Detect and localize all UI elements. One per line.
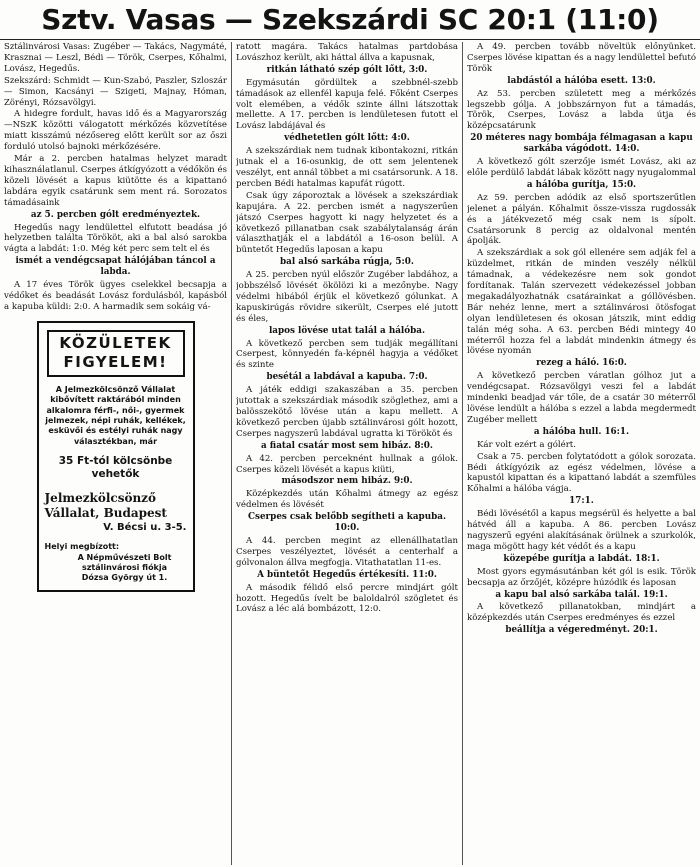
headline: Sztv. Vasas — Szekszárdi SC 20:1 (11:0) xyxy=(0,0,700,40)
paragraph: A játék eddigi szakaszában a 35. percben jutottak a szekszárdiak második szöglethez, ami a balösszekötő lövése után a kapu mellett. A következő percben újabb sztálinvárosi gólt hozott, Cserpes nagyszerű labdával ugratta ki Törököt és xyxy=(236,385,458,439)
paragraph: Az 53. percben született meg a mérkőzés legszebb gólja. A jobbszárnyon fut a támadás, Török, Cserpes, Lovász a labda útja és középcsatárunk xyxy=(467,88,696,132)
goal-subhead: beállítja a végeredményt. 20:1. xyxy=(505,625,658,636)
paragraph: Már a 2. percben hatalmas helyzet maradt kihasználatlanul. Cserpes átkígyózott a védőkön és közeli lövését a kapus kiütötte és a kipattanó labdára egyik csatárunk sem ment rá. Sorozatos támadásaink xyxy=(4,154,227,208)
goal-subhead: ismét a vendégcsapat hálójában táncol a labda. xyxy=(15,256,216,278)
goal-subhead: a fiatal csatár most sem hibáz. 8:0. xyxy=(261,440,433,451)
paragraph: Csak a 75. percben folytatódott a gólok sorozata. Bédi átkígyózik az egész védelmen, lövése a kapustól kipattan és a kipattanó labdát a szemfüles Kőhalmi a hálóba vágja. xyxy=(467,451,696,495)
ad-price: 35 Ft-tól kölcsönbe vehetők xyxy=(58,455,173,481)
goal-subhead: Cserpes csak belőbb segítheti a kapuba. 10:0. xyxy=(247,512,447,534)
goal-subhead: 20 méteres nagy bombája félmagasan a kapu sarkába vágódott. 14:0. xyxy=(470,133,693,155)
paragraph: A 49. percben tovább növeltük előnyünket. Cserpes lövése kipattan és a nagy lendülettel befutó Török xyxy=(467,42,696,74)
goal-subhead: A büntetőt Hegedűs értékesíti. 11:0. xyxy=(257,569,437,580)
paragraph: Az 59. percben adódik az első sportszerűtlen jelenet a pályán. Kőhalmit össze-vissza rugdossák és a játékvezető még csak nem is sípolt. Csatársorunk 8 percig az oldalvonal mentén ápolják. xyxy=(467,192,696,247)
paragraph: Csak úgy záporoztak a lövések a szekszárdiak kapujára. A 22. percben ismét a nagyszerűen játszó Cserpes hagyott ki nagy helyzetet és a következő pillanatban csak szabálytalanság árán választhatják el a labdától a 16-oson belül. A büntetőt Hegedűs laposan a kapu xyxy=(236,190,458,256)
goal-subhead: védhetetlen gólt lőtt: 4:0. xyxy=(284,133,410,144)
goal-subhead: bal alsó sarkába rúgja, 5:0. xyxy=(280,257,414,268)
column-rule xyxy=(462,42,463,865)
ad-body: A Jelmezkölcsönző Vállalat kibővített raktárából minden alkalomra férfi-, női-, gyermek jelmezek, népi ruhák, kellékek, esküvői és estélyi ruhák nagy választékban, már xyxy=(45,384,186,446)
paragraph: Kár volt ezért a gólért. xyxy=(477,439,576,450)
paragraph: A szekszárdiak a sok gól ellenére sem adják fel a küzdelmet, ritkán de minden veszély nélkül támadnak, a védekezésre nem sok gondot fordítanak. Talán szervezett védekezéssel jobban megakadályozhatnák csatárainkat a góllövésben. Bár nehéz lenne, mert a sztálinvárosi ötösfogat olyan lendületesen és okosan játszik, mint eddig talán még soha. A 63. percben Bédi mintegy 40 méterről hozza fel a labdát mindenkin átmegy és lövése nyomán xyxy=(467,248,696,357)
article-column-1 xyxy=(4,42,227,865)
paragraph: A 25. percben nyúl először Zugéber labdához, a jobbszélső lövését ökölözi ki a mezőnybe. Nagy védelmi hibából érjük el következő gólunkat. A kapuskirúgás rövidre sikerült, Cserpes elé jutott és éles, xyxy=(236,270,458,324)
goal-subhead: besétál a labdával a kapuba. 7:0. xyxy=(266,372,428,383)
ad-agent-label: Helyi megbízott: xyxy=(44,542,120,552)
ad-address: V. Bécsi u. 3-5. xyxy=(103,522,187,534)
paragraph: Középkezdés után Kőhalmi átmegy az egész védelmen és lövését xyxy=(236,489,458,511)
paragraph: A 42. percben perceknént hullnak a gólok. Cserpes közeli lövését a kapus kiüti, xyxy=(236,453,458,475)
paragraph: Egymásután gördültek a szebbnél-szebb támadások az ellenfél kapuja felé. Főként Cserpes volt elemében, a védők szinte állni látszottak mellette. A 17. percben is lendületesen futott el Lovász labdájával és xyxy=(236,77,458,132)
goal-subhead: lapos lövése utat talál a hálóba. xyxy=(268,325,426,336)
goal-subhead: labdástól a hálóba esett. 13:0. xyxy=(507,75,656,86)
paragraph: A hidegre fordult, havas idő és a Magyarország—NSzK közötti válogatott mérkőzés közvetítése miatt kisszámú nézősereg előtt került sor az őszi forduló utolsó bajnoki mérkőzésére. xyxy=(4,109,227,153)
paragraph: A következő gólt szerzője ismét Lovász, aki az előle perdülő labdát lábak között nagy nyugalommal xyxy=(467,157,696,178)
goal-subhead: ritkán látható szép gólt lőtt, 3:0. xyxy=(266,64,428,75)
paragraph: A második félidő első percre mindjárt gólt hozott. Hegedűs ívelt be baloldalról szögletet és Lovász a léc alá bombázott, 12:0. xyxy=(236,582,458,615)
goal-subhead: a hálóba hull. 16:1. xyxy=(533,426,630,437)
paragraph: A következő percben váratlan gólhoz jut a vendégcsapat. Rózsavölgyi veszi fel a labdát mindenki beadjad vár tőle, de a csatár 30 méterről lövése lendült a hálóba s ezzel a labda megdermedt Zugéber mellett xyxy=(467,371,696,425)
column-rule xyxy=(231,42,232,865)
article-column-2 xyxy=(236,42,458,865)
paragraph: Bédi lövésétől a kapus megsérül és helyette a bal hátvéd áll a kapuba. A 86. percben Lovász nagyszerű egyéni alakításának örülnek a szurkolók, maga mögött hagy két védőt és a kapu xyxy=(467,509,696,552)
advertisement-box xyxy=(37,321,195,592)
ad-title: KÖZÜLETEK FIGYELEM! xyxy=(47,330,185,377)
goal-subhead: közepébe gurítja a labdát. 18:1. xyxy=(503,553,660,564)
paragraph: ratott magára. Takács hatalmas partdobása Lovászhoz került, aki háttal állva a kapusnak, xyxy=(236,42,458,63)
lineup-away: Szekszárd: Schmidt — Kun-Szabó, Paszler, Szloszár — Simon, Kacsányi — Szigeti, Majnay, Hóman, Zörényi, Rózsavölgyi. xyxy=(4,75,227,108)
paragraph: Most gyors egymásutánban két gól is esik. Török becsapja az őrzőjét, középre húzódik és laposan xyxy=(467,566,696,588)
paragraph: A 17 éves Török ügyes cselekkel becsapja a védőket és beadását Lovász fordulásból, kapásból a kapuba küldi: 2:0. A harmadik sem sokáig vá- xyxy=(4,280,227,312)
article-column-3 xyxy=(467,42,696,865)
goal-subhead: rezeg a háló. 16:0. xyxy=(536,358,627,369)
goal-subhead: másodszor nem hibáz. 9:0. xyxy=(281,476,413,487)
goal-subhead: az 5. percben gólt eredményeztek. xyxy=(30,209,201,220)
goal-subhead: a hálóba gurítja, 15:0. xyxy=(526,179,637,190)
paragraph: A szekszárdiak nem tudnak kibontakozni, ritkán jutnak el a 16-osunkig, de ott sem jelentenek veszélyt, ent annál többet a mi csatársorunk. A 18. percben Bédi hatalmas kapufát rúgott. xyxy=(236,146,458,189)
goal-subhead: 17:1. xyxy=(569,496,594,507)
goal-subhead: a kapu bal alsó sarkába talál. 19:1. xyxy=(495,589,668,600)
ad-agent: A Népművészeti Bolt sztálinvárosi fiókja xyxy=(77,552,172,572)
ad-agent-address: Dózsa György út 1. xyxy=(81,573,168,583)
paragraph: A következő pillanatokban, mindjárt a középkezdés után Cserpes eredményes és ezzel xyxy=(467,602,696,624)
ad-firm: Jelmezkölcsönző Vállalat, Budapest xyxy=(44,491,167,521)
paragraph: A 44. percben megint az ellenállhatatlan Cserpes veszélyeztet, lövését a centerhalf a gólvonalon állva megfogja. Vitathatatlan 11-es. xyxy=(236,535,458,568)
paragraph: Hegedűs nagy lendülettel elfutott beadása jó helyzetben találta Törököt, aki a bal alsó sarokba vágta a labdát: 1:0. Még két perc sem telt el és xyxy=(4,222,227,255)
lineup-home: Sztálinvárosi Vasas: Zugéber — Takács, Nagymáté, Krasznai — Leszl, Bédi — Török, Cserpes, Kőhalmi, Lovász, Hegedűs. xyxy=(4,42,227,74)
paragraph: A következő percben sem tudják megállítani Cserpest, könnyedén fa-képnél hagyja a védőket és szinte xyxy=(236,338,458,371)
